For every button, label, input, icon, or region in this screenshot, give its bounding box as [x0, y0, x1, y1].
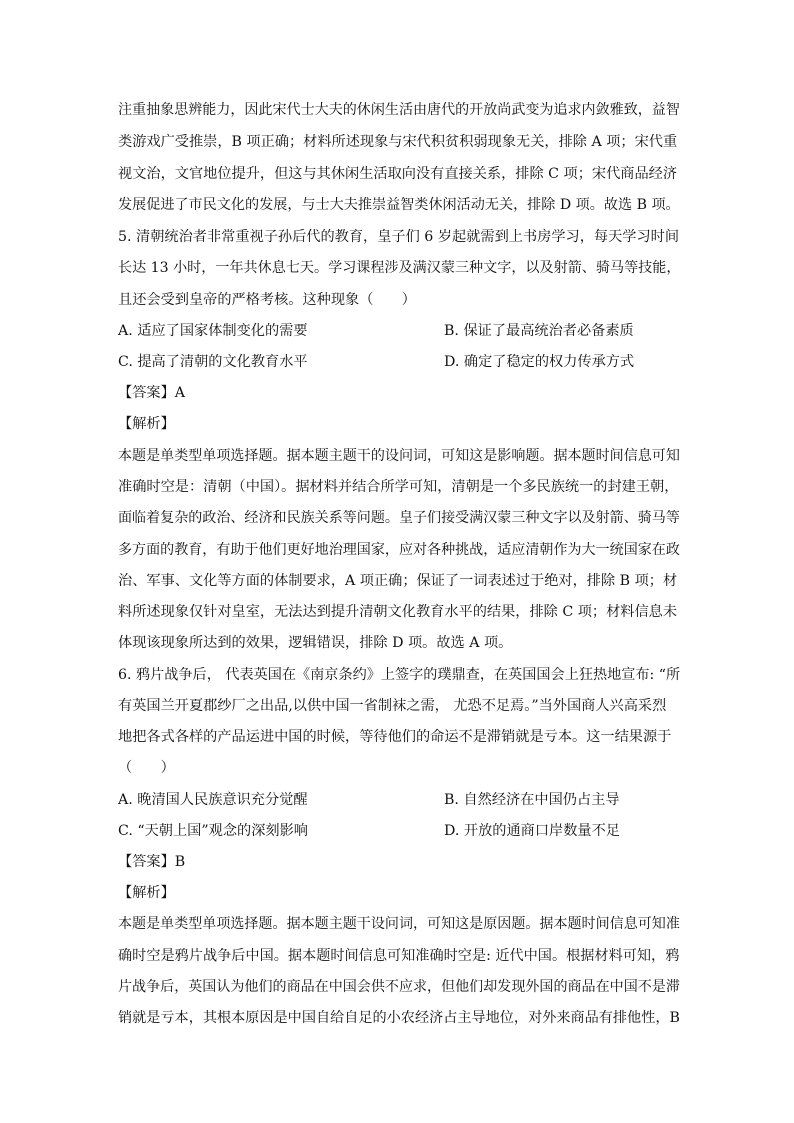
q5-option-c: C. 提高了清朝的文化教育水平: [118, 354, 308, 370]
q6-option-b: B. 自然经济在中国仍占主导: [444, 792, 620, 808]
q5-analysis-line: 面临着复杂的政治、经济和民族关系等问题。皇子们接受满汉蒙三种文字以及射箭、骑马等: [118, 510, 680, 526]
q6-option-d: D. 开放的通商口岸数量不足: [444, 823, 620, 839]
q5-analysis-label: 【解析】: [118, 416, 175, 432]
q6-analysis-line: 片战争后，英国认为他们的商品在中国会供不应求，但他们却发现外国的商品在中国不是滞: [118, 979, 680, 995]
q6-analysis-label: 【解析】: [118, 885, 175, 901]
q6-answer: 【答案】B: [118, 854, 186, 870]
q6-option-a: A. 晚清国人民族意识充分觉醒: [118, 792, 308, 808]
q5-option-d: D. 确定了稳定的权力传承方式: [444, 354, 635, 370]
q5-answer: 【答案】A: [118, 385, 185, 401]
question-5-stem: 5. 清朝统治者非常重视子孙后代的教育，皇子们 6 岁起就需到上书房学习，每天学习时间: [118, 229, 680, 245]
q6-analysis-line: 本题是单类型单项选择题。据本题主题干设问词，可知这是原因题。据本题时间信息可知准: [118, 916, 680, 932]
q5-analysis-line: 治、军事、文化等方面的体制要求，A 项正确；保证了一词表述过于绝对，排除 B 项；材: [118, 573, 678, 589]
text-line: 注重抽象思辨能力，因此宋代士大夫的休闲生活由唐代的开放尚武变为追求内敛雅致，益智: [118, 102, 680, 118]
question-5-stem: 且还会受到皇帝的严格考核。这种现象（ ）: [118, 292, 416, 308]
text-line: 视文治，文官地位提升，但这与其休闲生活取向没有直接关系，排除 C 项；宋代商品经济: [118, 166, 678, 182]
q6-analysis-line: 销就是亏本，其根本原因是中国自给自足的小农经济占主导地位，对外来商品有排他性，B: [118, 1010, 680, 1026]
text-line: 类游戏广受推崇，B 项正确；材料所述现象与宋代积贫积弱现象无关，排除 A 项；宋代重: [118, 134, 678, 150]
q5-analysis-line: 料所述现象仅针对皇室，无法达到提升清朝文化教育水平的结果，排除 C 项；材料信息未: [118, 604, 678, 620]
question-6-stem: 地把各式各样的产品运进中国的时候，等待他们的命运不是滞销就是亏本。这一结果源于: [118, 729, 672, 745]
q5-option-b: B. 保证了最高统治者必备素质: [444, 323, 634, 339]
q5-analysis-line: 本题是单类型单项选择题。据本题主题干的设问词，可知这是影响题。据本题时间信息可知: [118, 448, 680, 464]
question-6-stem: （ ）: [118, 760, 175, 776]
q5-analysis-line: 多方面的教育，有助于他们更好地治理国家，应对各种挑战，适应清朝作为大一统国家在政: [118, 542, 680, 558]
question-6-stem: 6. 鸦片战争后， 代表英国在《南京条约》上签字的璞鼎查，在英国国会上狂热地宣布: “所: [118, 667, 680, 683]
q6-option-c: C. “天朝上国”观念的深刻影响: [118, 823, 308, 839]
q5-option-a: A. 适应了国家体制变化的需要: [118, 323, 308, 339]
q5-analysis-line: 体现该现象所达到的效果，逻辑错误，排除 D 项。故选 A 项。: [118, 635, 513, 651]
text-line: 发展促进了市民文化的发展，与士大夫推崇益智类休闲活动无关，排除 D 项。故选 B 项。: [118, 197, 680, 213]
question-5-stem: 长达 13 小时，一年共休息七天。学习课程涉及满汉蒙三种文字，以及射箭、骑马等技能，: [118, 260, 680, 276]
question-6-stem: 有英国兰开夏郡纱厂之出品,以供中国一省制袜之需， 尤恐不足焉。”当外国商人兴高采烈: [118, 698, 667, 714]
q6-analysis-line: 确时空是鸦片战争后中国。据本题时间信息可知准确时空是: 近代中国。根据材料可知，鸦: [118, 948, 680, 964]
q5-analysis-line: 准确时空是：清朝（中国）。据材料并结合所学可知，清朝是一个多民族统一的封建王朝，: [118, 479, 679, 495]
